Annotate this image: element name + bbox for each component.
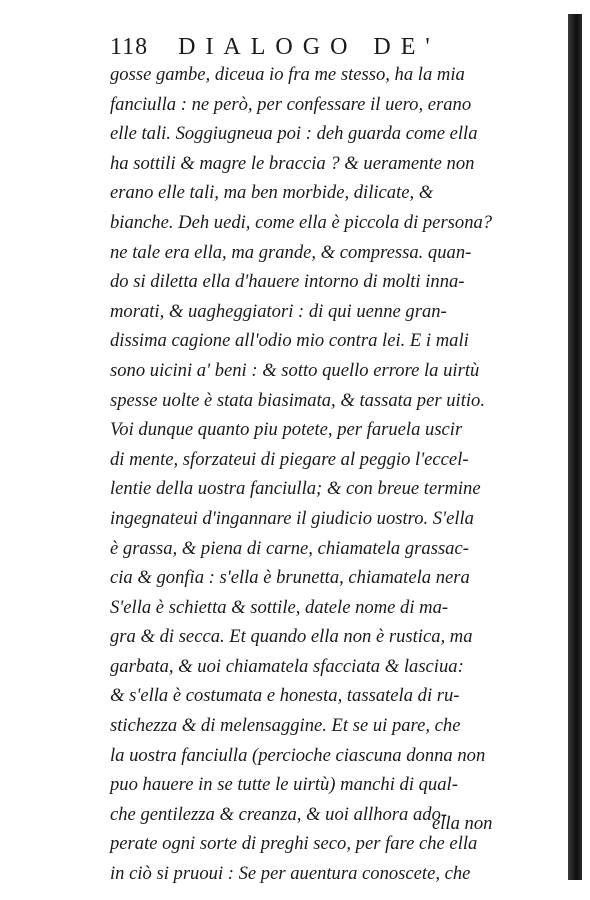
text-line: erano elle tali, ma ben morbide, dilicate, & bbox=[110, 182, 434, 204]
body-text bbox=[110, 60, 540, 889]
text-line: perate ogni sorte di preghi seco, per fare che ella bbox=[110, 833, 478, 855]
text-line: ingegnateui d'ingannare il giudicio uostro. S'ella bbox=[110, 507, 474, 529]
text-line: gosse gambe, diceua io fra me stesso, ha la mia bbox=[110, 64, 465, 85]
text-line: sono uicini a' beni : & sotto quello errore la uirtù bbox=[110, 359, 480, 381]
text-line: fanciulla : ne però, per confessare il uero, erano bbox=[110, 93, 472, 115]
text-line: in ciò si pruoui : Se per auentura conoscete, che bbox=[110, 863, 471, 885]
text-line: di mente, sforzateui di piegare al peggio l'eccel- bbox=[110, 448, 469, 470]
page-number: 118 bbox=[110, 34, 149, 60]
text-line: dissima cagione all'odio mio contra lei. E i mali bbox=[110, 330, 469, 352]
page-edge-shadow bbox=[568, 14, 582, 880]
text-line: cia & gonfia : s'ella è brunetta, chiamatela nera bbox=[110, 567, 470, 589]
text-line: Voi dunque quanto piu potete, per faruela uscir bbox=[110, 419, 463, 441]
text-line: S'ella è schietta & sottile, datele nome di ma- bbox=[110, 596, 449, 618]
text-line: ha sottili & magre le braccia ? & ueramente non bbox=[110, 152, 475, 174]
text-line: ne tale era ella, ma grande, & compressa. quan- bbox=[110, 241, 472, 263]
running-title: DIALOGO DE' bbox=[178, 34, 440, 60]
text-line: stichezza & di melensaggine. Et se ui pare, che bbox=[110, 715, 461, 737]
text-line: bianche. Deh uedi, come ella è piccola di persona? bbox=[110, 211, 493, 233]
text-line: morati, & uagheggiatori : di qui uenne gran- bbox=[110, 300, 447, 322]
text-line: elle tali. Soggiugneua poi : deh guarda come ella bbox=[110, 123, 478, 145]
text-line: puo hauere in se tutte le uirtù) manchi di qual- bbox=[110, 774, 458, 796]
text-line: la uostra fanciulla (percioche ciascuna donna non bbox=[110, 744, 486, 766]
text-line: garbata, & uoi chiamatela sfacciata & lasciua: bbox=[110, 655, 464, 677]
text-line: che gentilezza & creanza, & uoi allhora ado- bbox=[110, 803, 448, 825]
text-line: spesse uolte è stata biasimata, & tassata per uitio. bbox=[110, 389, 485, 411]
text-line: gra & di secca. Et quando ella non è rustica, ma bbox=[110, 626, 473, 648]
text-line: è grassa, & piena di carne, chiamatela grassac- bbox=[110, 537, 469, 559]
text-line: do si diletta ella d'hauere intorno di molti inna- bbox=[110, 271, 465, 293]
catchword: ella non bbox=[432, 813, 493, 834]
text-line: & s'ella è costumata e honesta, tassatela di ru- bbox=[110, 685, 460, 707]
text-line: lentie della uostra fanciulla; & con breue termine bbox=[110, 478, 481, 500]
